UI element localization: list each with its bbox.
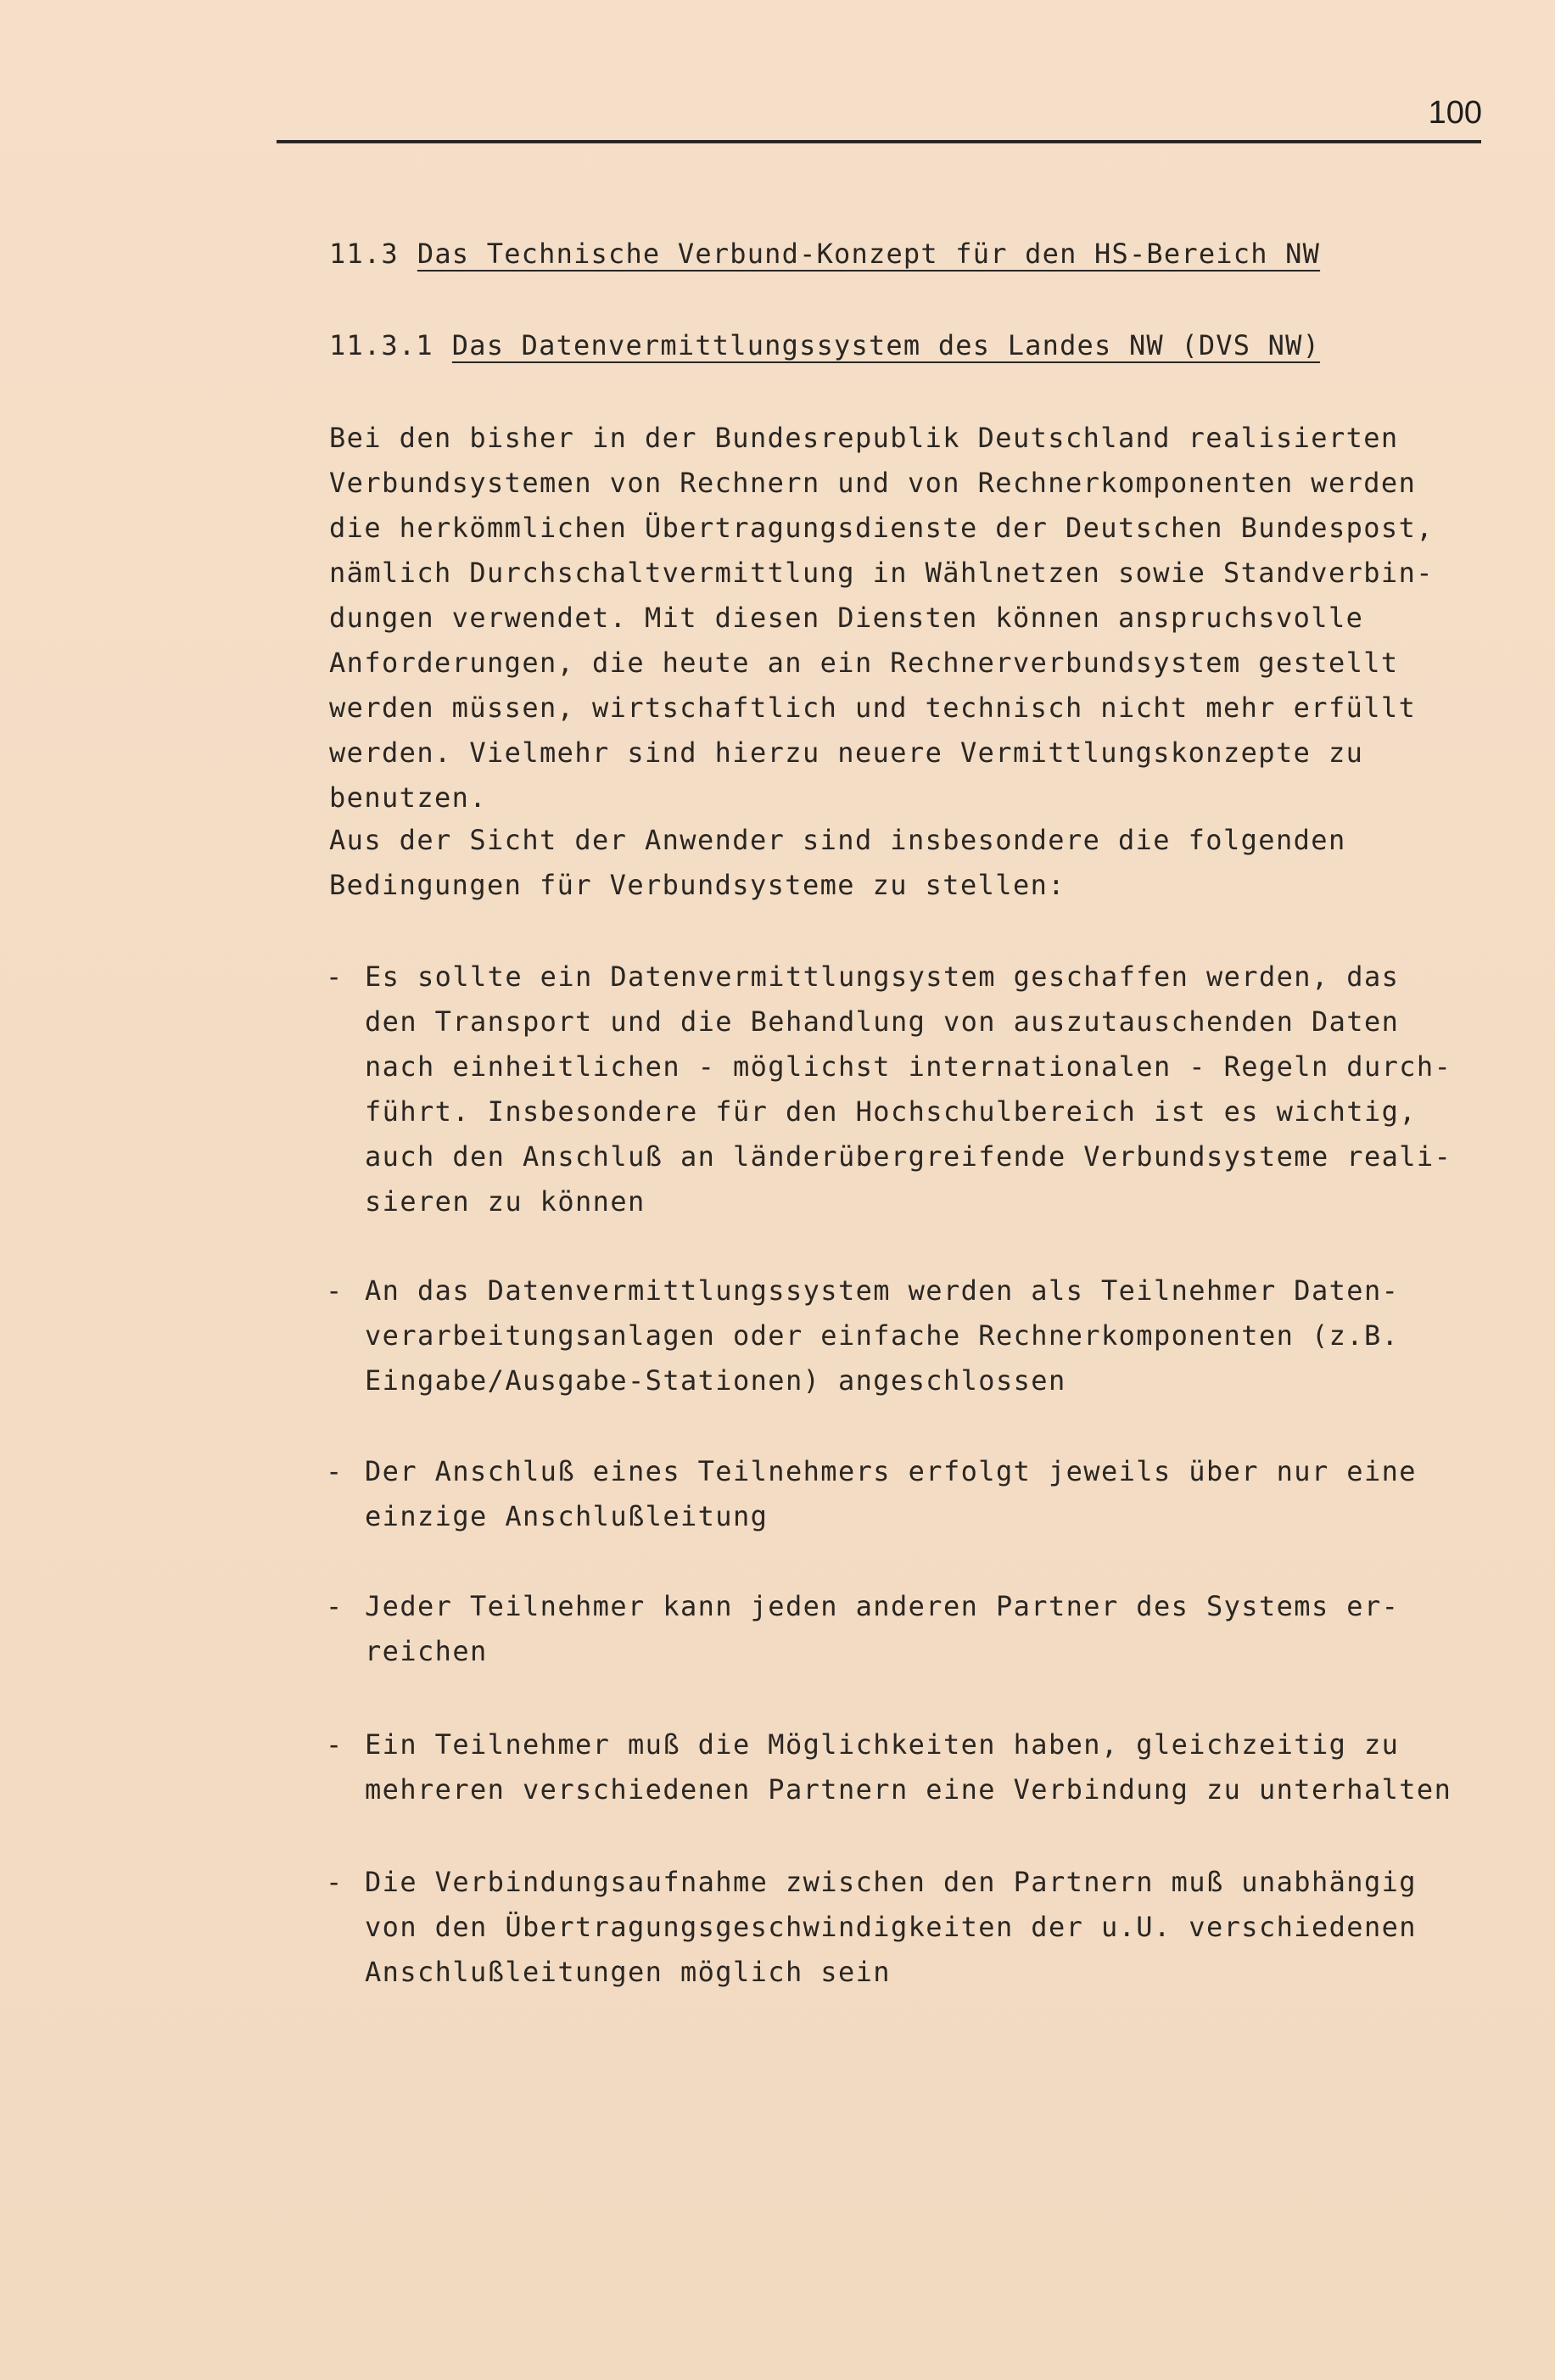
section-heading-11-3-1 [329, 329, 1320, 361]
section-title: Das Technische Verbund-Konzept für den HS-Bereich NW [417, 238, 1321, 270]
list-item [326, 1268, 1399, 1403]
list-item [326, 1722, 1452, 1812]
paragraph-line: benutzen. [329, 781, 487, 814]
bullet-dash: - [326, 1866, 344, 1898]
list-item [326, 1860, 1417, 1995]
page-number: 100 [1428, 95, 1482, 131]
list-item-line: auch den Anschluß an länderübergreifende Verbundsysteme reali- [365, 1140, 1452, 1173]
bullet-dash: - [326, 1590, 344, 1622]
bullet-dash: - [326, 1274, 344, 1307]
list-item-line: Eingabe/Ausgabe-Stationen) angeschlossen [365, 1364, 1066, 1397]
list-item-line: den Transport und die Behandlung von auszutauschenden Daten [365, 1005, 1400, 1038]
list-item-line: führt. Insbesondere für den Hochschulbereich ist es wichtig, [365, 1095, 1417, 1128]
list-item-line: Jeder Teilnehmer kann jeden anderen Partner des Systems er- [365, 1590, 1400, 1622]
section-number: 11.3 [329, 238, 399, 270]
list-item-line: Anschlußleitungen möglich sein [365, 1956, 891, 1988]
paragraph-requirements-intro [329, 818, 1517, 908]
list-item-line: von den Übertragungsgeschwindigkeiten der u.U. verschiedenen [365, 1911, 1417, 1943]
paragraph-line: Aus der Sicht der Anwender sind insbesondere die folgenden [329, 824, 1346, 856]
section-heading-11-3 [329, 238, 1320, 270]
section-number: 11.3.1 [329, 329, 433, 361]
bullet-dash: - [326, 1455, 344, 1487]
paragraph-line: werden. Vielmehr sind hierzu neuere Vermittlungskonzepte zu [329, 736, 1364, 769]
list-item-line: Der Anschluß eines Teilnehmers erfolgt jeweils über nur eine [365, 1455, 1417, 1487]
paragraph-line: Anforderungen, die heute an ein Rechnerverbundsystem gestellt [329, 647, 1399, 679]
list-item-line: Ein Teilnehmer muß die Möglichkeiten haben, gleichzeitig zu [365, 1728, 1400, 1761]
paragraph-line: nämlich Durchschaltvermittlung in Wählnetzen sowie Standverbin- [329, 557, 1434, 589]
list-item-line: einzige Anschlußleitung [365, 1500, 769, 1532]
paragraph-line: die herkömmlichen Übertragungsdienste der Deutschen Bundespost, [329, 512, 1434, 544]
list-item-line: Die Verbindungsaufnahme zwischen den Partnern muß unabhängig [365, 1866, 1417, 1898]
list-item-line: sieren zu können [365, 1185, 646, 1218]
list-item [326, 1449, 1417, 1539]
list-item-line: nach einheitlichen - möglichst internationalen - Regeln durch- [365, 1050, 1452, 1083]
paragraph-line: Bedingungen für Verbundsysteme zu stellen: [329, 869, 1066, 901]
list-item [326, 955, 1452, 1224]
section-title: Das Datenvermittlungssystem des Landes NW (DVS NW) [451, 329, 1321, 361]
paragraph-line: dungen verwendet. Mit diesen Diensten können anspruchsvolle [329, 602, 1364, 634]
header-rule [277, 140, 1481, 143]
list-item-line: An das Datenvermittlungssystem werden als Teilnehmer Daten- [365, 1274, 1400, 1307]
paragraph-line: Bei den bisher in der Bundesrepublik Deutschland realisierten [329, 422, 1399, 454]
list-item-line: reichen [365, 1635, 488, 1667]
list-item-line: Es sollte ein Datenvermittlungsystem geschaffen werden, das [365, 960, 1400, 993]
list-item [326, 1584, 1399, 1674]
bullet-dash: - [326, 960, 344, 993]
paragraph-line: werden müssen, wirtschaftlich und technisch nicht mehr erfüllt [329, 692, 1417, 724]
paragraph-line: Verbundsystemen von Rechnern und von Rechnerkomponenten werden [329, 467, 1417, 499]
list-item-line: verarbeitungsanlagen oder einfache Rechnerkomponenten (z.B. [365, 1319, 1400, 1352]
paragraph-intro [329, 416, 1517, 820]
bullet-dash: - [326, 1728, 344, 1761]
list-item-line: mehreren verschiedenen Partnern eine Verbindung zu unterhalten [365, 1773, 1452, 1806]
